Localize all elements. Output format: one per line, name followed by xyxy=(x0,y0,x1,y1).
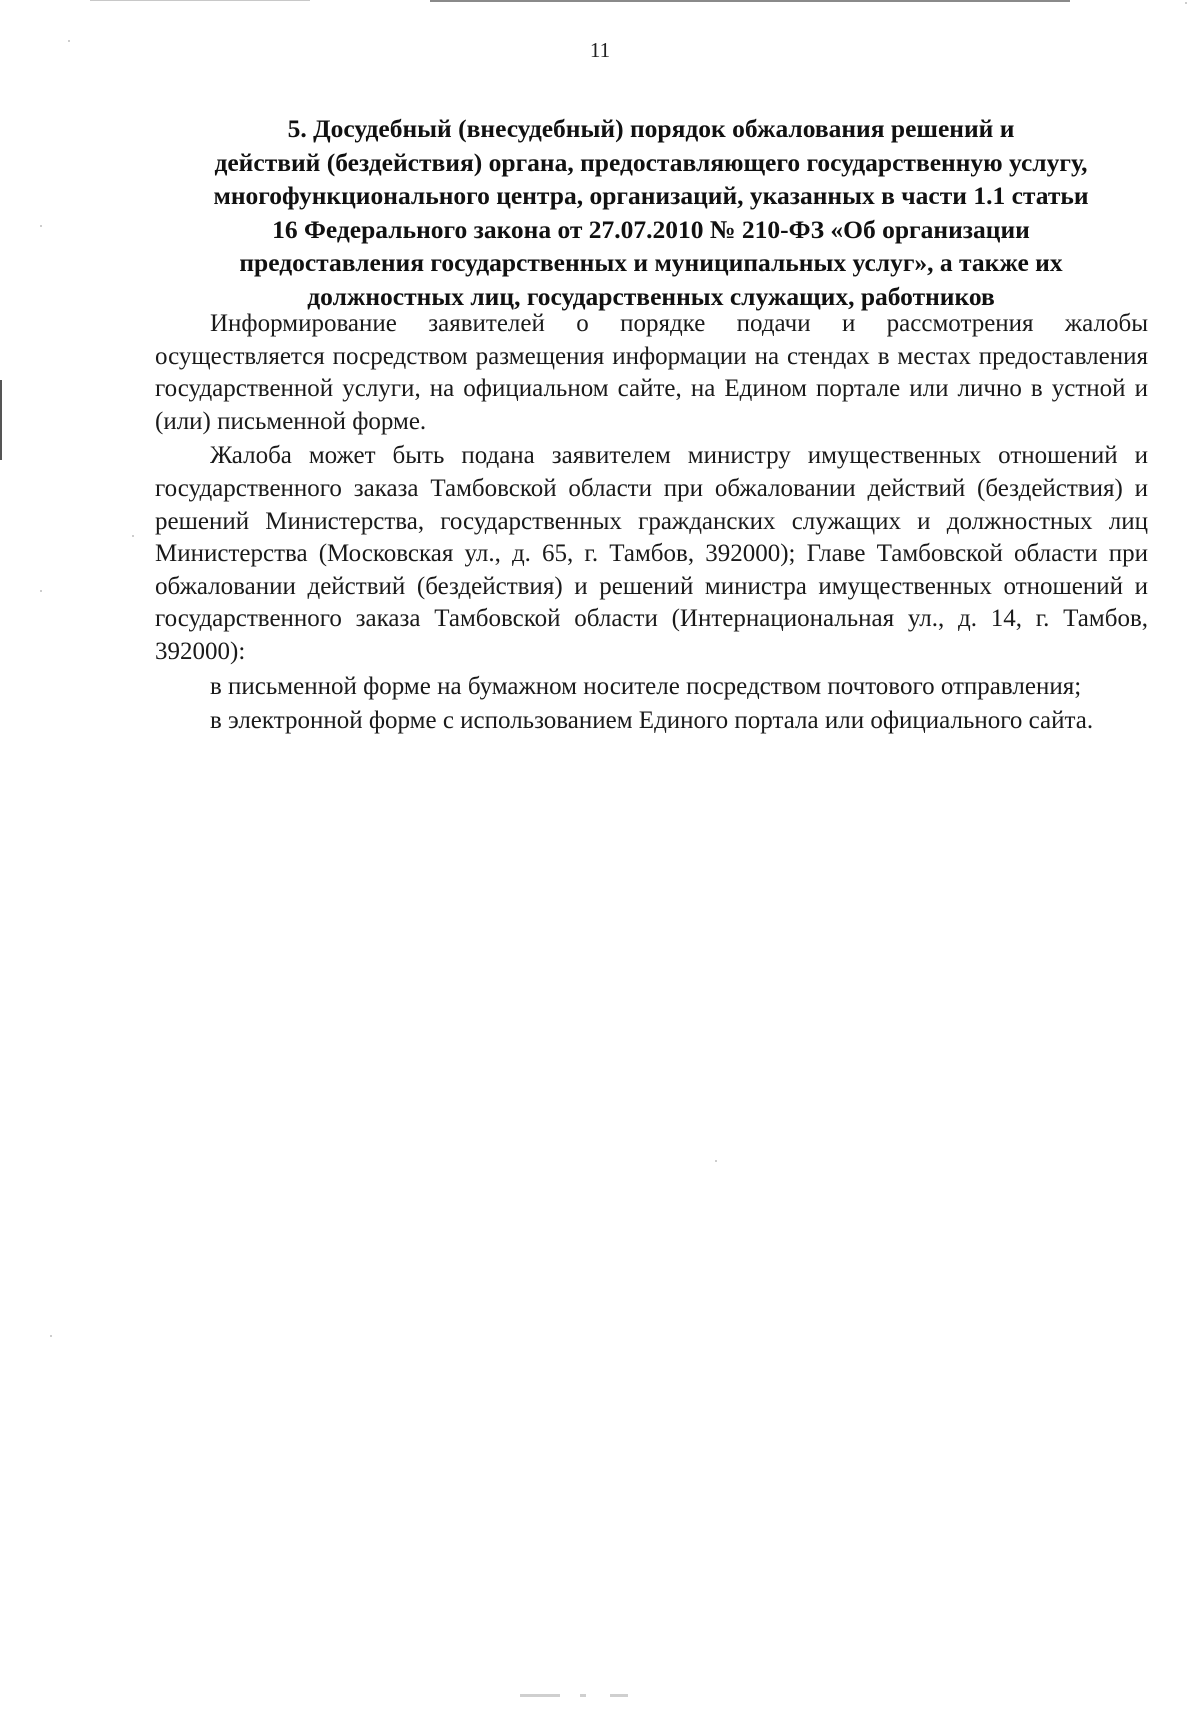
scan-speck xyxy=(40,225,42,227)
scan-artifact-line xyxy=(90,0,310,1)
scan-speck xyxy=(1185,2,1187,4)
body-text xyxy=(155,308,1148,738)
paragraph-informing: Информирование заявителей о порядке подачи и рассмотрения жалобы осуществляется посредством размещения информации на стендах в местах предоставления государственной услуги, на официальном сайте, на Едином портале или лично в устной и (или) письменной форме. xyxy=(155,310,1148,435)
page-number: 11 xyxy=(589,38,611,62)
heading-line: должностных лиц, государственных служащих, работников xyxy=(307,281,995,311)
paragraph-complaint-submission: Жалоба может быть подана заявителем министру имущественных отношений и государственного заказа Тамбовской области при обжаловании действий (бездействия) и решений Министерства, государственных гражданских служащих и должностных лиц Министерства (Московская ул., д. 65, г. Тамбов, 392000); Главе Тамбовской области при обжаловании действий (бездействия) и решений министра имущественных отношений и государственного заказа Тамбовской области (Интернациональная ул., д. 14, г. Тамбов, 392000): xyxy=(155,442,1148,665)
heading-line: 5. Досудебный (внесудебный) порядок обжалования решений и xyxy=(287,114,1015,143)
paragraph-written-form: в письменной форме на бумажном носителе посредством почтового отправления; xyxy=(210,672,1082,700)
scan-artifact-edge xyxy=(0,380,2,460)
heading-line: 16 Федерального закона от 27.07.2010 № 210-ФЗ «Об организации xyxy=(272,214,1030,244)
heading-line: предоставления государственных и муниципальных услуг», а также их xyxy=(239,248,1063,278)
scan-speck xyxy=(40,590,42,592)
scan-speck xyxy=(715,1160,717,1162)
heading-line: действий (бездействия) органа, предоставляющего государственную услугу, xyxy=(214,147,1088,177)
scan-speck xyxy=(132,535,134,537)
scan-speck xyxy=(50,1335,52,1337)
scan-artifact-line xyxy=(430,0,1070,2)
heading-line: многофункционального центра, организаций, указанных в части 1.1 статьи xyxy=(213,181,1089,211)
paragraph-electronic-form: в электронной форме с использованием Единого портала или официального сайта. xyxy=(210,707,1094,735)
scan-artifact-stamp-trace xyxy=(500,1690,680,1704)
section-heading xyxy=(148,112,1154,314)
